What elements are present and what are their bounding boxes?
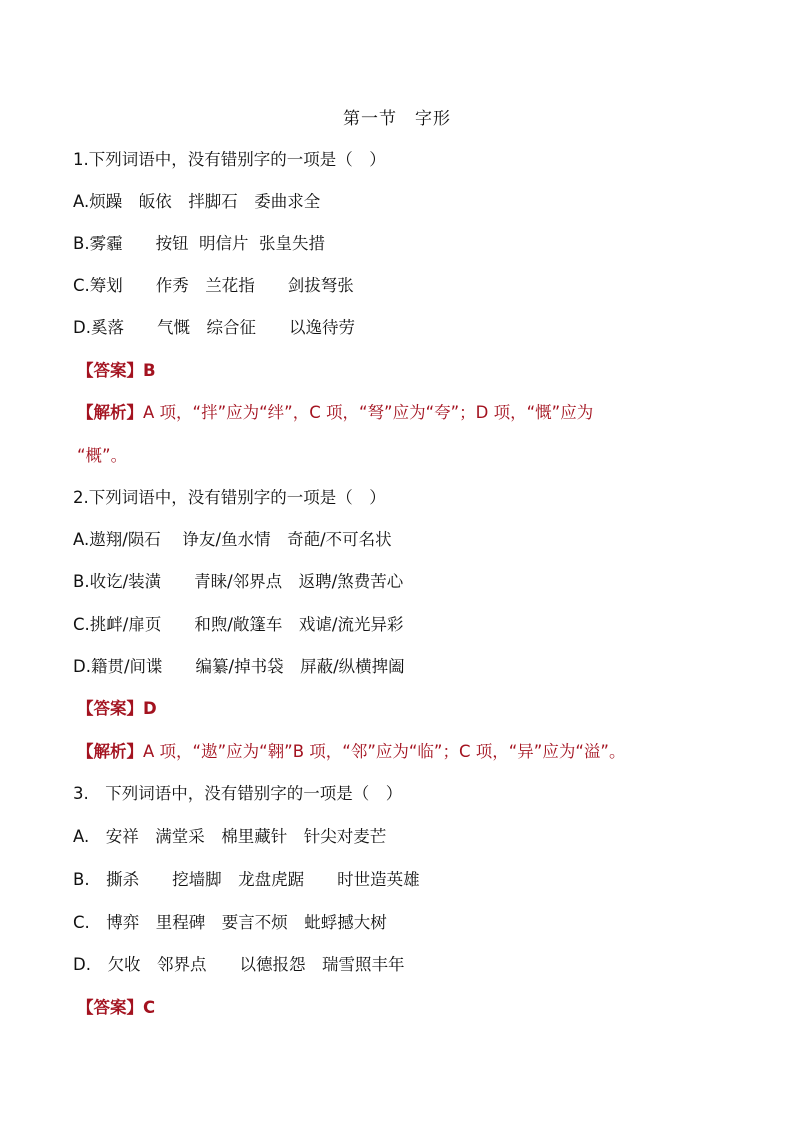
q1-answer xyxy=(77,359,156,383)
analysis-text: A 项，“拌”应为“绊”，C 项，“弩”应为“夸”；D 项，“慨”应为 xyxy=(143,403,594,422)
q1-stem: 1.下列词语中，没有错别字的一项是（ ） xyxy=(73,150,386,169)
answer-tag: 【答案】 xyxy=(77,361,143,380)
analysis-tag: 【解析】 xyxy=(77,403,143,422)
q1-analysis xyxy=(77,401,593,425)
analysis-tag: 【解析】 xyxy=(77,742,143,761)
q2-analysis xyxy=(77,740,625,764)
q2-option-a: A.遨翔/陨石 诤友/鱼水情 奇葩/不可名状 xyxy=(73,530,392,549)
q2-option-b: B.收讫/装潢 青睐/邻界点 返聘/煞费苦心 xyxy=(73,572,404,591)
answer-value: D xyxy=(143,699,157,718)
q3-answer xyxy=(77,996,155,1020)
answer-value: B xyxy=(143,361,156,380)
q1-option-c: C.筹划 作秀 兰花指 剑拔弩张 xyxy=(73,276,354,295)
q3-option-c: C. 博弈 里程碑 要言不烦 蚍蜉撼大树 xyxy=(73,913,387,932)
q1-analysis-continued: “概”。 xyxy=(77,446,128,465)
q2-answer xyxy=(77,697,157,721)
q3-option-b: B. 撕杀 挖墙脚 龙盘虎踞 时世造英雄 xyxy=(73,870,420,889)
q1-option-a: A.烦躁 皈依 拌脚石 委曲求全 xyxy=(73,192,321,211)
q3-option-d: D. 欠收 邻界点 以德报怨 瑞雪照丰年 xyxy=(73,955,405,974)
q2-stem: 2.下列词语中，没有错别字的一项是（ ） xyxy=(73,488,386,507)
answer-tag: 【答案】 xyxy=(77,998,143,1017)
section-title: 第一节 字形 xyxy=(343,109,451,129)
answer-value: C xyxy=(143,998,156,1017)
q3-stem: 3. 下列词语中，没有错别字的一项是（ ） xyxy=(73,784,403,803)
q2-option-d: D.籍贯/间谍 编纂/掉书袋 屏蔽/纵横捭阖 xyxy=(73,657,405,676)
q2-option-c: C.挑衅/扉页 和煦/敞篷车 戏谑/流光异彩 xyxy=(73,615,404,634)
analysis-text: A 项，“遨”应为“翱”B 项，“邻”应为“临”；C 项，“异”应为“溢”。 xyxy=(143,742,626,761)
q3-option-a: A. 安祥 满堂采 棉里藏针 针尖对麦芒 xyxy=(73,827,387,846)
q1-option-d: D.奚落 气慨 综合征 以逸待劳 xyxy=(73,318,355,337)
answer-tag: 【答案】 xyxy=(77,699,143,718)
q1-option-b: B.雾霾 按钮 明信片 张皇失措 xyxy=(73,234,326,253)
